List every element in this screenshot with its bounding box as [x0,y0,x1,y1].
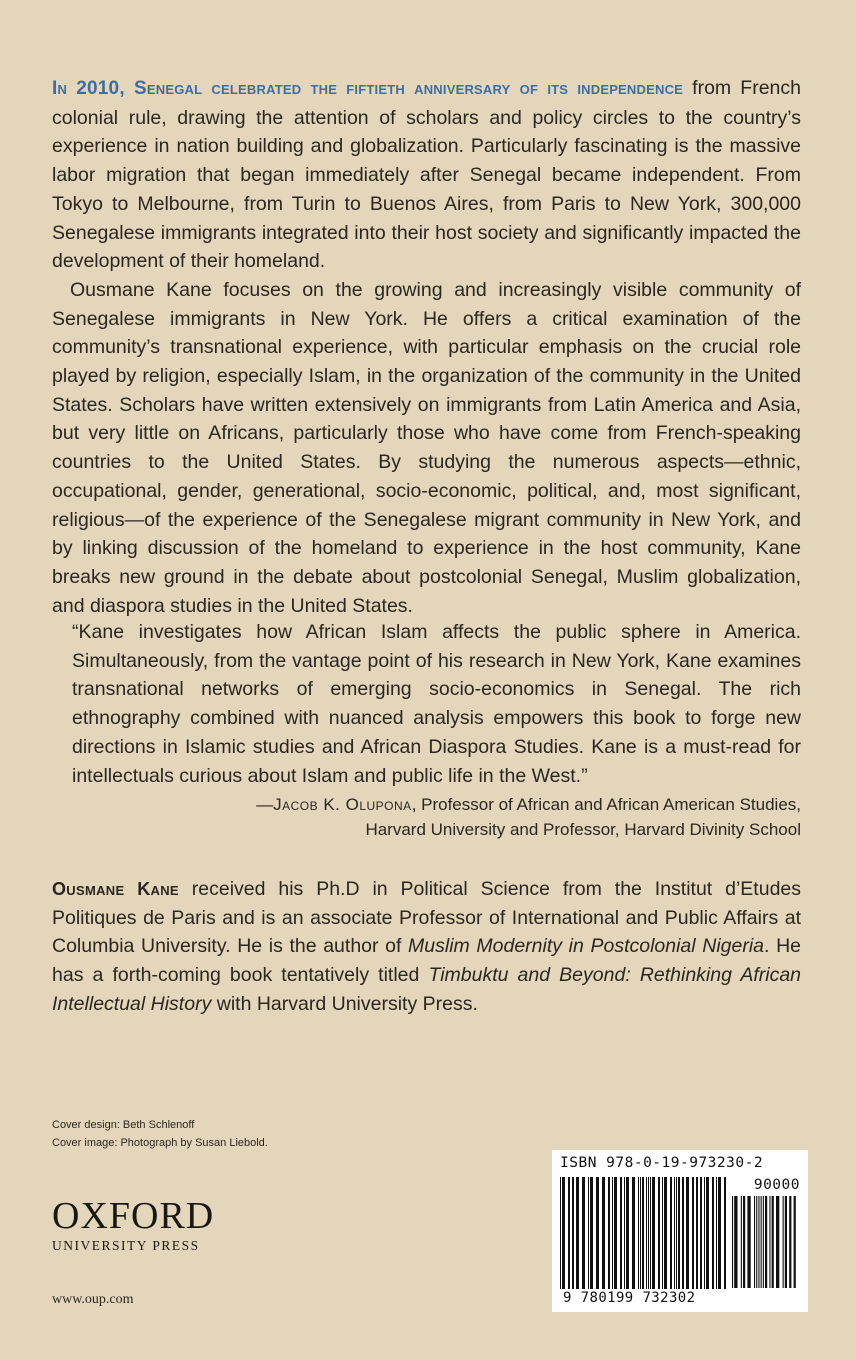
barcode-bar [614,1177,617,1289]
author-bio-text [52,875,801,1019]
ean-barcode-bars [560,1177,728,1305]
barcode-bar [596,1177,599,1289]
barcode-bar [562,1177,565,1289]
endorser-title-line-2: Harvard University and Professor, Harvard Divinity School [365,820,801,840]
barcode-bar [652,1177,655,1289]
barcode-bar [763,1196,764,1288]
ean-digits: 9 780199 732302 [563,1290,696,1306]
cover-credits [52,1117,268,1152]
bio-text-2: . He has a forth-coming book tentatively titled [52,935,801,987]
barcode-bar [696,1177,698,1289]
barcode-bar [664,1177,667,1289]
barcode-bar [648,1177,649,1289]
barcode-box [552,1150,808,1312]
barcode-bar [670,1177,672,1289]
barcode-bar [743,1196,745,1288]
publisher-logo [52,1197,214,1254]
book-title-1: Muslim Modernity in Postcolonial Nigeria [408,935,765,958]
barcode-bar [706,1177,709,1289]
barcode-bar [572,1177,574,1289]
barcode-bar [650,1177,651,1289]
barcode-bar [789,1196,791,1288]
description-paragraph-2: Ousmane Kane focuses on the growing and increasingly visible community of Senegalese immigrants in New York. He offers a critical examination of the community’s transnational experience, with particular emphasis on the crucial role played by religion, especially Islam, in the organization of the community in the United States. Scholars have written extensively on immigrants from Latin America and Asia, but very little on Africans, particularly those who have come from French-speaking countries to the United States. By studying the numerous aspects—ethnic, occupational, gender, generational, socio-economic, political, and, most significant, religious—of the experience of the Senegalese migrant community in New York, and by linking discussion of the homeland to experience in the host community, Kane breaks new ground in the debate about postcolonial Senegal, Muslim globalization, and diaspora studies in the United States. [52,278,801,617]
barcode-bar [642,1177,644,1289]
barcode-bar [732,1196,733,1288]
barcode-bar [582,1177,585,1289]
barcode-bar [576,1177,579,1289]
book-title-2: Timbuktu and Beyond: Rethinking African Intellectual History [52,964,802,1015]
cover-design-credit: Cover design: Beth Schlenoff [52,1119,195,1131]
barcode-bar [640,1177,641,1289]
barcode-bar [632,1177,635,1289]
barcode-bar [674,1177,675,1289]
lead-in-caps: In 2010, Senegal celebrated the fiftieth anniversary of its independence [52,78,684,99]
author-name: Ousmane Kane [52,879,179,899]
barcode-bar [712,1177,714,1289]
barcode-bar [734,1196,737,1288]
barcode-bar [758,1196,759,1288]
bio-text-1: received his Ph.D in Political Science from the Institut d’Etudes Politiques de Paris and is an associate Professor of International and Public Affairs at Columbia University. He is the author of [52,878,802,958]
logo-university-press: UNIVERSITY PRESS [52,1238,200,1253]
endorser-title-line-1: , Professor of African and African American Studies, [411,795,801,815]
barcode-bar [612,1177,613,1289]
endorser-name: Jacob K. Olupona [273,795,412,815]
barcode-bar [608,1177,610,1289]
barcode-bar [741,1196,742,1288]
barcode-bar [772,1196,774,1288]
barcode-bar [776,1196,779,1288]
barcode-bar [756,1196,757,1288]
barcode-bar [747,1196,750,1288]
barcode-bar [590,1177,593,1289]
barcode-bar [676,1177,677,1289]
publisher-website: www.oup.com [52,1292,134,1307]
barcode-bar [626,1177,629,1289]
endorsement [72,618,801,842]
logo-oxford: OXFORD [52,1195,215,1237]
author-bio [52,875,801,1019]
isbn-label: ISBN 978-0-19-973230-2 [560,1155,764,1171]
barcode-bar [718,1177,721,1289]
barcode-bar [692,1177,694,1289]
barcode-bar [724,1177,726,1289]
barcode-bar [761,1196,762,1288]
barcode-bar [662,1177,663,1289]
barcode-bar [588,1177,589,1289]
barcode-bar [794,1196,796,1288]
barcode-bar [765,1196,767,1288]
description [52,74,801,620]
barcode-bar [783,1196,784,1288]
barcode-bar [638,1177,639,1289]
price-code: 90000 [753,1177,800,1193]
paragraph-1-text: from French colonial rule, drawing the attention of scholars and policy circles to the country’s experience in nation building and globalization. Particularly fascinating is the massive labor migration that began immediately after Senegal became independent. From Tokyo to Melbourne, from Turin to Buenos Aires, from Paris to New York, 300,000 Senegalese immigrants integrated into their host society and significantly impacted the development of their homeland. [52,77,801,273]
barcode-bar [769,1196,770,1288]
barcode-bar [686,1177,689,1289]
bio-text-3: with Harvard University Press. [211,992,478,1015]
barcode-bar [602,1177,605,1289]
description-paragraph-1 [52,74,801,276]
endorsement-attribution [72,792,801,842]
barcode-bar [678,1177,680,1289]
barcode-bar [624,1177,625,1289]
barcode-bar [620,1177,622,1289]
endorsement-quote: “Kane investigates how African Islam affects the public sphere in America. Simultaneously, from the vantage point of his research in New York, Kane examines transnational networks of emerging socio-economics in Senegal. The rich ethnography combined with nuanced analysis empowers this book to forge new directions in Islamic studies and African Diaspora Studies. Kane is a must-read for intellectuals curious about Islam and public life in the West.” [72,621,801,787]
barcode-bar [704,1177,705,1289]
barcode-bar [568,1177,570,1289]
attribution-dash: — [256,795,274,815]
barcode-bar [658,1177,660,1289]
addon-barcode-bars [732,1196,800,1288]
barcode-bar [560,1177,561,1289]
barcode-bar [682,1177,684,1289]
barcode-bar [754,1196,755,1288]
barcode-bar [716,1177,717,1289]
barcode-bar [700,1177,702,1289]
cover-image-credit: Cover image: Photograph by Susan Liebold. [52,1136,268,1149]
barcode-bar [785,1196,787,1288]
barcode-bar [646,1177,647,1289]
